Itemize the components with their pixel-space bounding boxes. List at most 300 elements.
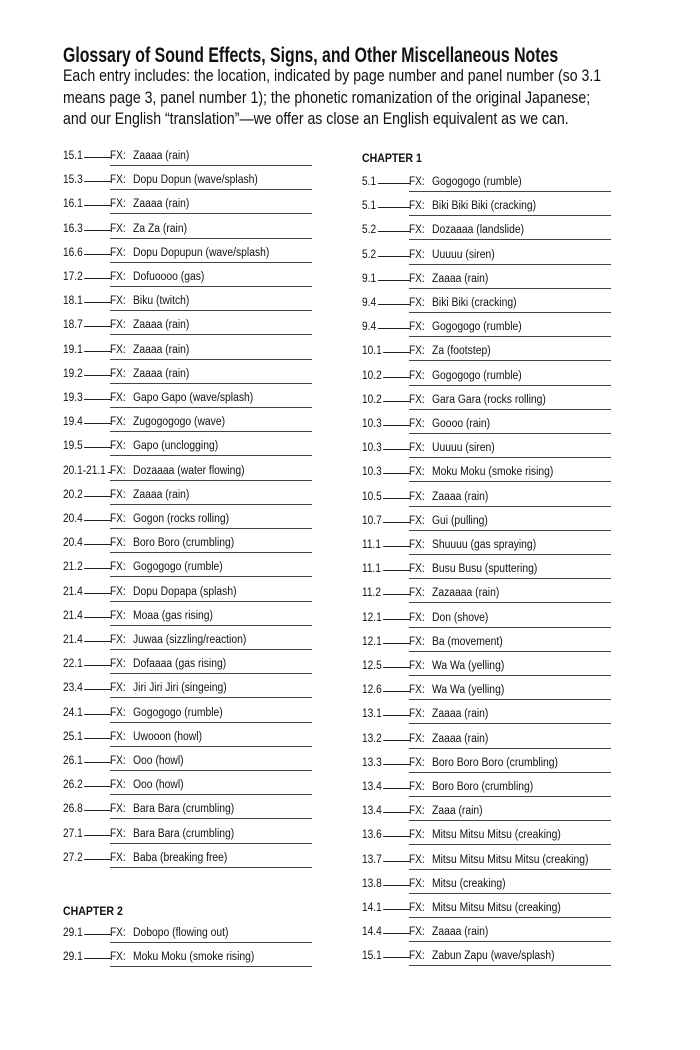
entry-location: 5.1 [362,200,377,213]
entry-underline [409,675,611,676]
entry-location: 24.1 [63,706,83,719]
entry-sound: Juwaa (sizzling/reaction) [133,634,247,646]
entry-sound: Don (shove) [432,611,489,624]
fx-label: FX: [110,658,126,671]
entry-location: 5.1 [362,176,377,188]
entry-underline [409,820,611,821]
entry-underline [409,748,611,749]
fx-label: FX: [409,877,425,890]
entry-underline [110,770,312,771]
fx-label: FX: [409,611,425,624]
entry-sound: Uuuuu (siren) [432,442,495,455]
entry-underline [409,844,611,845]
entry-sound: Bara Bara (crumbling) [133,827,235,840]
entry-sound: Zaaaa (rain) [432,490,489,503]
fx-label: FX: [409,587,425,600]
glossary-entry [63,270,323,288]
glossary-entry [362,344,622,362]
entry-underline [409,360,611,361]
entry-location: 10.3 [362,442,382,455]
entry-location: 15.3 [63,174,83,187]
entry-underline [409,893,611,894]
entry-location: 22.1 [63,658,83,671]
glossary-entry [63,488,323,506]
entry-location: 5.2 [362,224,377,237]
glossary-entry [362,659,622,677]
entry-underline [110,310,312,311]
entry-underline [110,189,312,190]
entry-sound: Moku Moku (smoke rising) [133,951,255,964]
entry-sound: Za (footstep) [432,345,491,358]
intro-line: Each entry includes: the location, indicated by page number and panel number (so 3.1 [63,66,602,85]
entry-location: 26.8 [63,803,83,816]
glossary-entry [63,609,323,627]
fx-label: FX: [110,927,126,939]
fx-label: FX: [409,418,425,430]
fx-label: FX: [110,585,126,598]
entry-underline [110,480,312,481]
fx-label: FX: [110,827,126,840]
fx-label: FX: [110,392,126,404]
glossary-entry [362,853,622,871]
entry-underline [409,530,611,531]
entry-underline [409,602,611,603]
entry-location: 13.3 [362,756,382,769]
entry-location: 12.5 [362,660,382,672]
glossary-entry [63,560,323,578]
entry-sound: Wa Wa (yelling) [432,684,505,697]
glossary-entry [63,343,323,361]
glossary-entry [362,756,622,774]
fx-label: FX: [409,297,425,309]
fx-label: FX: [110,319,126,332]
glossary-entry [362,199,622,217]
fx-label: FX: [110,150,126,162]
entry-sound: Gui (pulling) [432,514,488,527]
glossary-entry [362,562,622,580]
entry-sound: Gogon (rocks rolling) [133,513,230,525]
intro-line: means page 3, panel number 1); the phonetic romanization of the original Japanese; [63,88,591,107]
fx-label: FX: [409,345,425,358]
fx-label: FX: [110,779,126,792]
entry-underline [409,312,611,313]
entry-sound: Zaaaa (rain) [432,272,489,285]
glossary-entry [362,828,622,846]
entry-underline [409,239,611,240]
glossary-entry [362,393,622,411]
glossary-entry [63,730,323,748]
entry-underline [409,385,611,386]
glossary-entry [63,197,323,215]
fx-label: FX: [409,224,425,237]
entry-underline [110,334,312,335]
fx-label: FX: [409,272,425,285]
entry-location: 12.1 [362,635,382,648]
entry-underline [110,504,312,505]
entry-sound: Zaaaa (rain) [133,319,190,332]
entry-sound: Dozaaaa (landslide) [432,224,525,237]
entry-location: 13.2 [362,732,382,745]
entry-sound: Uuuuu (siren) [432,248,495,261]
entry-underline [409,191,611,192]
glossary-entry [362,296,622,314]
entry-location: 9.4 [362,321,377,334]
fx-label: FX: [409,393,425,406]
entry-underline [110,576,312,577]
entry-sound: Gapo Gapo (wave/splash) [133,392,254,404]
entry-location: 18.7 [63,319,83,332]
fx-label: FX: [409,732,425,745]
entry-location: 11.1 [362,563,381,576]
fx-label: FX: [110,246,126,259]
glossary-entry [63,681,323,699]
entry-location: 19.2 [63,367,83,380]
entry-location: 16.3 [63,222,83,235]
entry-sound: Ooo (howl) [133,755,184,767]
glossary-entry [63,633,323,651]
entry-sound: Zaaa (rain) [432,805,483,818]
entry-sound: Bara Bara (crumbling) [133,803,235,816]
entry-location: 29.1 [63,951,83,964]
entry-underline [110,455,312,456]
entry-underline [110,867,312,868]
fx-label: FX: [110,803,126,816]
entry-location: 9.4 [362,297,377,309]
glossary-entry [362,683,622,701]
entry-location: 17.2 [63,271,83,283]
fx-label: FX: [110,634,126,646]
entry-location: 27.1 [63,827,83,840]
glossary-entry [362,514,622,532]
glossary-entry [362,417,622,435]
entry-sound: Busu Busu (sputtering) [432,563,538,576]
fx-label: FX: [409,660,425,672]
entry-sound: Mitsu Mitsu Mitsu (creaking) [432,902,561,914]
entry-location: 21.4 [63,634,83,646]
glossary-entry [63,439,323,457]
fx-label: FX: [110,609,126,622]
entry-underline [110,673,312,674]
entry-underline [110,794,312,795]
entry-sound: Dozaaaa (water flowing) [133,464,245,477]
entry-underline [110,818,312,819]
glossary-entry [63,294,323,312]
entry-location: 10.5 [362,490,382,503]
entry-underline [409,215,611,216]
glossary-entry [362,175,622,193]
entry-sound: Dofuoooo (gas) [133,271,205,283]
intro-line: and our English “translation”—we offer as close an English equivalent as we can. [63,109,569,128]
fx-label: FX: [110,174,126,187]
entry-sound: Shuuuu (gas spraying) [432,539,537,551]
glossary-entry [362,780,622,798]
fx-label: FX: [409,926,425,939]
fx-label: FX: [110,706,126,719]
entry-sound: Dopu Dopapa (splash) [133,585,237,598]
fx-label: FX: [110,367,126,380]
glossary-entry [362,320,622,338]
entry-sound: Baba (breaking free) [133,851,228,864]
glossary-entry [362,465,622,483]
fx-label: FX: [110,198,126,211]
fx-label: FX: [409,514,425,527]
glossary-entry [362,248,622,266]
glossary-entry [362,901,622,919]
fx-label: FX: [409,321,425,334]
entry-location: 10.7 [362,514,382,527]
fx-label: FX: [110,513,126,525]
entry-underline [409,336,611,337]
entry-location: 12.6 [362,684,382,697]
glossary-entry [362,441,622,459]
fx-label: FX: [409,563,425,576]
glossary-entry [63,802,323,820]
entry-underline [409,409,611,410]
entry-location: 14.1 [362,902,382,914]
entry-location: 12.1 [362,611,382,624]
glossary-entry [63,706,323,724]
fx-label: FX: [409,684,425,697]
fx-label: FX: [409,950,425,963]
entry-underline [409,554,611,555]
glossary-entry [63,950,323,968]
entry-underline [110,165,312,166]
entry-sound: Zaaaa (rain) [133,150,190,162]
entry-location: 20.2 [63,488,83,501]
fx-label: FX: [409,539,425,551]
entry-sound: Moku Moku (smoke rising) [432,466,554,479]
entry-underline [409,965,611,966]
entry-sound: Biki Biki (cracking) [432,297,517,309]
glossary-entry [63,367,323,385]
entry-underline [409,796,611,797]
glossary-entry [63,415,323,433]
entry-location: 5.2 [362,248,377,261]
entry-sound: Biki Biki Biki (cracking) [432,200,537,213]
entry-location: 19.5 [63,440,83,453]
chapter-1-heading: CHAPTER 1 [362,151,422,165]
fx-label: FX: [409,805,425,818]
fx-label: FX: [110,416,126,429]
entry-location: 15.1 [63,150,83,162]
glossary-entry [63,827,323,845]
entry-sound: Zaaaa (rain) [133,198,190,211]
glossary-entry [63,851,323,869]
entry-location: 13.6 [362,829,382,842]
entry-sound: Za Za (rain) [133,222,188,235]
entry-location: 29.1 [63,927,83,939]
entry-underline [110,966,312,967]
entry-location: 27.2 [63,851,83,864]
entry-location: 11.1 [362,539,381,551]
glossary-entry [362,272,622,290]
entry-location: 21.2 [63,561,83,574]
entry-sound: Mitsu (creaking) [432,877,506,890]
entry-underline [409,506,611,507]
entry-underline [110,213,312,214]
entry-location: 10.1 [362,345,382,358]
entry-location: 13.7 [362,853,382,866]
entry-underline [110,649,312,650]
glossary-entry [362,369,622,387]
entry-sound: Ba (movement) [432,635,503,648]
glossary-entry [63,173,323,191]
entry-location: 11.2 [362,587,381,600]
glossary-entry [362,707,622,725]
entry-location: 18.1 [63,295,83,308]
entry-location: 14.4 [362,926,382,939]
glossary-entry [63,536,323,554]
entry-sound: Zabun Zapu (wave/splash) [432,950,555,963]
entry-underline [110,431,312,432]
entry-sound: Boro Boro (crumbling) [133,537,235,550]
fx-label: FX: [110,488,126,501]
entry-location: 26.1 [63,755,83,767]
fx-label: FX: [110,271,126,283]
glossary-entry [362,611,622,629]
fx-label: FX: [110,682,126,695]
entry-underline [409,627,611,628]
entry-sound: Dobopo (flowing out) [133,927,229,939]
entry-location: 21.4 [63,609,83,622]
fx-label: FX: [409,442,425,455]
entry-location: 15.1 [362,950,382,963]
entry-location: 19.1 [63,343,83,356]
fx-label: FX: [110,440,126,453]
glossary-entry [362,949,622,967]
entry-sound: Gogogogo (rumble) [432,321,522,334]
fx-label: FX: [409,781,425,793]
entry-underline [110,746,312,747]
entry-underline [409,651,611,652]
entry-underline [110,843,312,844]
fx-label: FX: [110,730,126,743]
entry-location: 23.4 [63,682,83,695]
entry-sound: Boro Boro (crumbling) [432,781,534,793]
entry-sound: Wa Wa (yelling) [432,660,505,672]
fx-label: FX: [110,951,126,964]
fx-label: FX: [110,537,126,550]
entry-underline [110,286,312,287]
entry-sound: Dopu Dopun (wave/splash) [133,174,258,187]
entry-location: 19.4 [63,416,83,429]
entry-underline [110,552,312,553]
glossary-entry [362,877,622,895]
glossary-entry [63,391,323,409]
entry-sound: Gogogogo (rumble) [432,369,522,382]
entry-location: 9.1 [362,272,377,285]
entry-underline [409,578,611,579]
fx-label: FX: [409,708,425,721]
entry-location: 26.2 [63,779,83,792]
glossary-entry [63,585,323,603]
glossary-entry [63,246,323,264]
entry-sound: Uwooon (howl) [133,730,203,743]
entry-location: 16.6 [63,246,83,259]
entry-sound: Dofaaaa (gas rising) [133,658,227,671]
entry-location: 16.1 [63,198,83,211]
fx-label: FX: [110,851,126,864]
entry-sound: Zazaaaa (rain) [432,587,500,600]
glossary-entry [362,586,622,604]
entry-location: 10.3 [362,466,382,479]
entry-underline [110,407,312,408]
glossary-entry [63,222,323,240]
page-title: Glossary of Sound Effects, Signs, and Other Miscellaneous Notes [63,44,559,67]
glossary-entry [362,490,622,508]
glossary-entry [362,732,622,750]
entry-underline [409,917,611,918]
fx-label: FX: [409,200,425,213]
glossary-entry [362,804,622,822]
entry-location: 10.2 [362,369,382,382]
fx-label: FX: [110,464,126,477]
entry-sound: Boro Boro Boro (crumbling) [432,756,558,769]
entry-underline [110,528,312,529]
entry-underline [110,359,312,360]
fx-label: FX: [110,755,126,767]
entry-sound: Goooo (rain) [432,418,491,430]
entry-sound: Zaaaa (rain) [133,488,190,501]
entry-sound: Zaaaa (rain) [133,367,190,380]
fx-label: FX: [110,295,126,308]
entry-underline [409,264,611,265]
entry-location: 13.1 [362,708,382,721]
entry-sound: Biku (twitch) [133,295,190,308]
entry-sound: Dopu Dopupun (wave/splash) [133,246,270,259]
entry-underline [409,723,611,724]
fx-label: FX: [409,176,425,188]
fx-label: FX: [409,369,425,382]
entry-location: 10.2 [362,393,382,406]
glossary-entry [362,635,622,653]
glossary-entry [362,925,622,943]
glossary-entry [63,149,323,167]
fx-label: FX: [409,466,425,479]
fx-label: FX: [110,561,126,574]
entry-underline [110,942,312,943]
entry-sound: Gapo (unclogging) [133,440,219,453]
entry-location: 13.4 [362,781,382,793]
entry-sound: Jiri Jiri Jiri (singeing) [133,682,227,695]
entry-underline [110,262,312,263]
entry-location: 13.4 [362,805,382,818]
fx-label: FX: [110,343,126,356]
entry-underline [409,433,611,434]
entry-sound: Moaa (gas rising) [133,609,213,622]
entry-location: 20.1-21.1 [63,464,106,477]
entry-underline [409,288,611,289]
entry-location: 13.8 [362,877,382,890]
entry-sound: Gara Gara (rocks rolling) [432,393,546,406]
entry-sound: Zugogogogo (wave) [133,416,226,429]
entry-sound: Mitsu Mitsu Mitsu (creaking) [432,829,561,842]
entry-sound: Gogogogo (rumble) [432,176,522,188]
glossary-entry [63,318,323,336]
fx-label: FX: [409,635,425,648]
entry-underline [409,457,611,458]
entry-sound: Ooo (howl) [133,779,184,792]
entry-location: 19.3 [63,392,83,404]
entry-sound: Mitsu Mitsu Mitsu Mitsu (creaking) [432,853,589,866]
entry-location: 10.3 [362,418,382,430]
entry-location: 20.4 [63,513,83,525]
entry-location: 21.4 [63,585,83,598]
fx-label: FX: [409,902,425,914]
chapter-2-heading: CHAPTER 2 [63,904,123,918]
fx-label: FX: [409,829,425,842]
entry-underline [110,722,312,723]
